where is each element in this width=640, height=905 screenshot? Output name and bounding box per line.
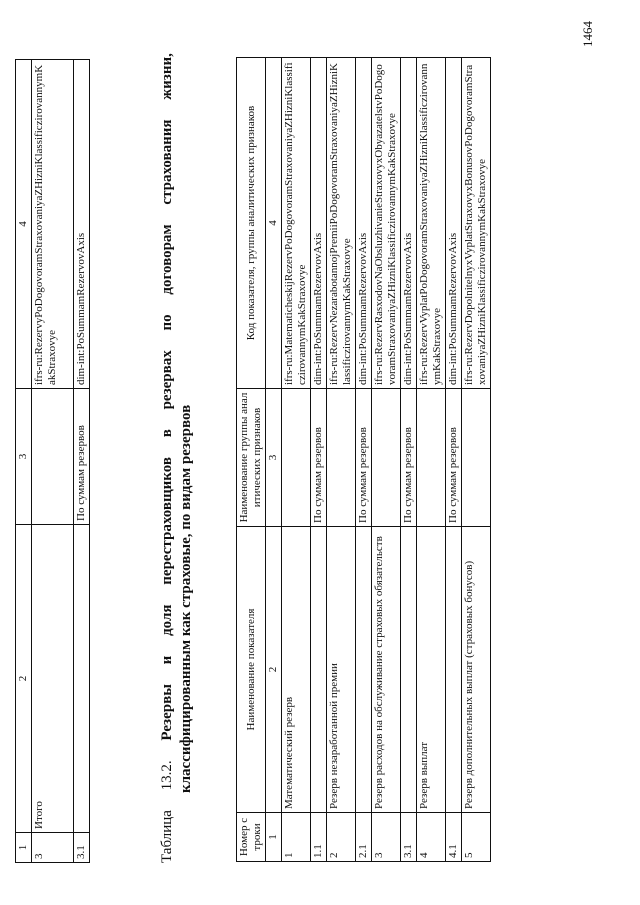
group-name (32, 389, 74, 525)
table-row (32, 60, 74, 863)
row-number: 2 (327, 813, 356, 862)
table-row (74, 60, 90, 863)
reserves-table (236, 57, 491, 862)
indicator-code: ifrs-ru:RezervDopolnitelnyxVyplatStraxovyxBonusovPoDogovoramStraxovaniyaZHizniKlassificzirovannymKakStraxovye (462, 58, 491, 389)
column-numbers-row (16, 60, 32, 863)
indicator-name: Резерв выплат (417, 527, 446, 813)
indicator-name (356, 527, 372, 813)
column-number: 1 (16, 833, 32, 863)
indicator-name (311, 527, 327, 813)
group-name: По суммам резервов (446, 389, 462, 527)
table-row (417, 58, 446, 862)
table-row (282, 58, 311, 862)
table-row (462, 58, 491, 862)
row-number: 3 (32, 833, 74, 863)
row-number: 5 (462, 813, 491, 862)
caption-word: страхования (159, 119, 175, 205)
group-name: По суммам резервов (401, 389, 417, 527)
table-row (327, 58, 356, 862)
column-number: 3 (266, 389, 282, 527)
table-row (446, 58, 462, 862)
indicator-name: Резерв незаработанной премии (327, 527, 356, 813)
column-numbers-row (266, 58, 282, 862)
row-number: 2.1 (356, 813, 372, 862)
row-number: 3 (372, 813, 401, 862)
caption-word: и (159, 655, 175, 665)
caption-line-1 (158, 53, 177, 863)
caption-word: договорам (159, 224, 175, 295)
caption-word: 13.2. (159, 760, 175, 791)
indicator-code: ifrs-ru:RezervRasxodovNaObsluzhivanieStraxovyxObyazatelstvPoDogovoramStraxovaniyaZHizniKlassificzirovannymKakStraxovye (372, 58, 401, 389)
row-number: 3.1 (74, 833, 90, 863)
column-number: 1 (266, 813, 282, 862)
table-row (372, 58, 401, 862)
caption-word: резервах (159, 350, 175, 410)
group-name: По суммам резервов (311, 389, 327, 527)
caption-word: Резервы (159, 684, 175, 741)
column-number: 3 (16, 389, 32, 525)
caption-word: в (159, 429, 175, 438)
indicator-code: ifrs-ru:RezervyPoDogovoramStraxovaniyaZHizniKlassificzirovannymKakStraxovye (32, 60, 74, 389)
indicator-code: dim-int:PoSummamRezervovAxis (356, 58, 372, 389)
caption-word: жизни, (159, 53, 175, 100)
caption-word: доля (159, 604, 175, 636)
table-row (401, 58, 417, 862)
indicator-name: Математический резерв (282, 527, 311, 813)
column-header: Наименование группы аналитических признаков (237, 389, 266, 527)
column-number: 4 (266, 58, 282, 389)
column-header: Код показателя, группы аналитических признаков (237, 58, 266, 389)
header-row (237, 58, 266, 862)
indicator-code: ifrs-ru:RezervVyplatPoDogovoramStraxovaniyaZHizniKlassificzirovannymKakStraxovye (417, 58, 446, 389)
group-name (462, 389, 491, 527)
indicator-code: dim-int:PoSummamRezervovAxis (311, 58, 327, 389)
row-number: 1.1 (311, 813, 327, 862)
column-number: 4 (16, 60, 32, 389)
caption-word: Таблица (159, 810, 175, 863)
group-name (417, 389, 446, 527)
table-row (311, 58, 327, 862)
group-name (372, 389, 401, 527)
row-number: 4.1 (446, 813, 462, 862)
indicator-name (74, 525, 90, 833)
column-header: Номер строки (237, 813, 266, 862)
row-number: 3.1 (401, 813, 417, 862)
row-number: 4 (417, 813, 446, 862)
indicator-code: dim-int:PoSummamRezervovAxis (401, 58, 417, 389)
table-caption (158, 53, 196, 863)
column-number: 2 (266, 527, 282, 813)
column-header: Наименование показателя (237, 527, 266, 813)
indicator-code: ifrs-ru:MatematicheskijRezervPoDogovoramStraxovaniyaZHizniKlassificzirovannymKakStraxovye (282, 58, 311, 389)
indicator-code: ifrs-ru:RezervNezarabotannojPremiiPoDogovoramStraxovaniyaZHizniKlassificzirovannymKakStraxovye (327, 58, 356, 389)
indicator-name: Итого (32, 525, 74, 833)
group-name: По суммам резервов (74, 389, 90, 525)
indicator-code: dim-int:PoSummamRezervovAxis (446, 58, 462, 389)
indicator-name: Резерв расходов на обслуживание страховых обязательств (372, 527, 401, 813)
caption-word: перестраховщиков (159, 457, 175, 585)
indicator-name (446, 527, 462, 813)
caption-line-2: классифицированным как страховые, по видам резервов (178, 404, 194, 793)
indicator-code: dim-int:PoSummamRezervovAxis (74, 60, 90, 389)
indicator-name: Резерв дополнительных выплат (страховых бонусов) (462, 527, 491, 813)
table-row (356, 58, 372, 862)
group-name (327, 389, 356, 527)
caption-word: по (159, 314, 175, 331)
page-number: 1464 (580, 21, 595, 47)
indicator-name (401, 527, 417, 813)
column-number: 2 (16, 525, 32, 833)
row-number: 1 (282, 813, 311, 862)
group-name (282, 389, 311, 527)
group-name: По суммам резервов (356, 389, 372, 527)
continuation-table (15, 59, 90, 863)
